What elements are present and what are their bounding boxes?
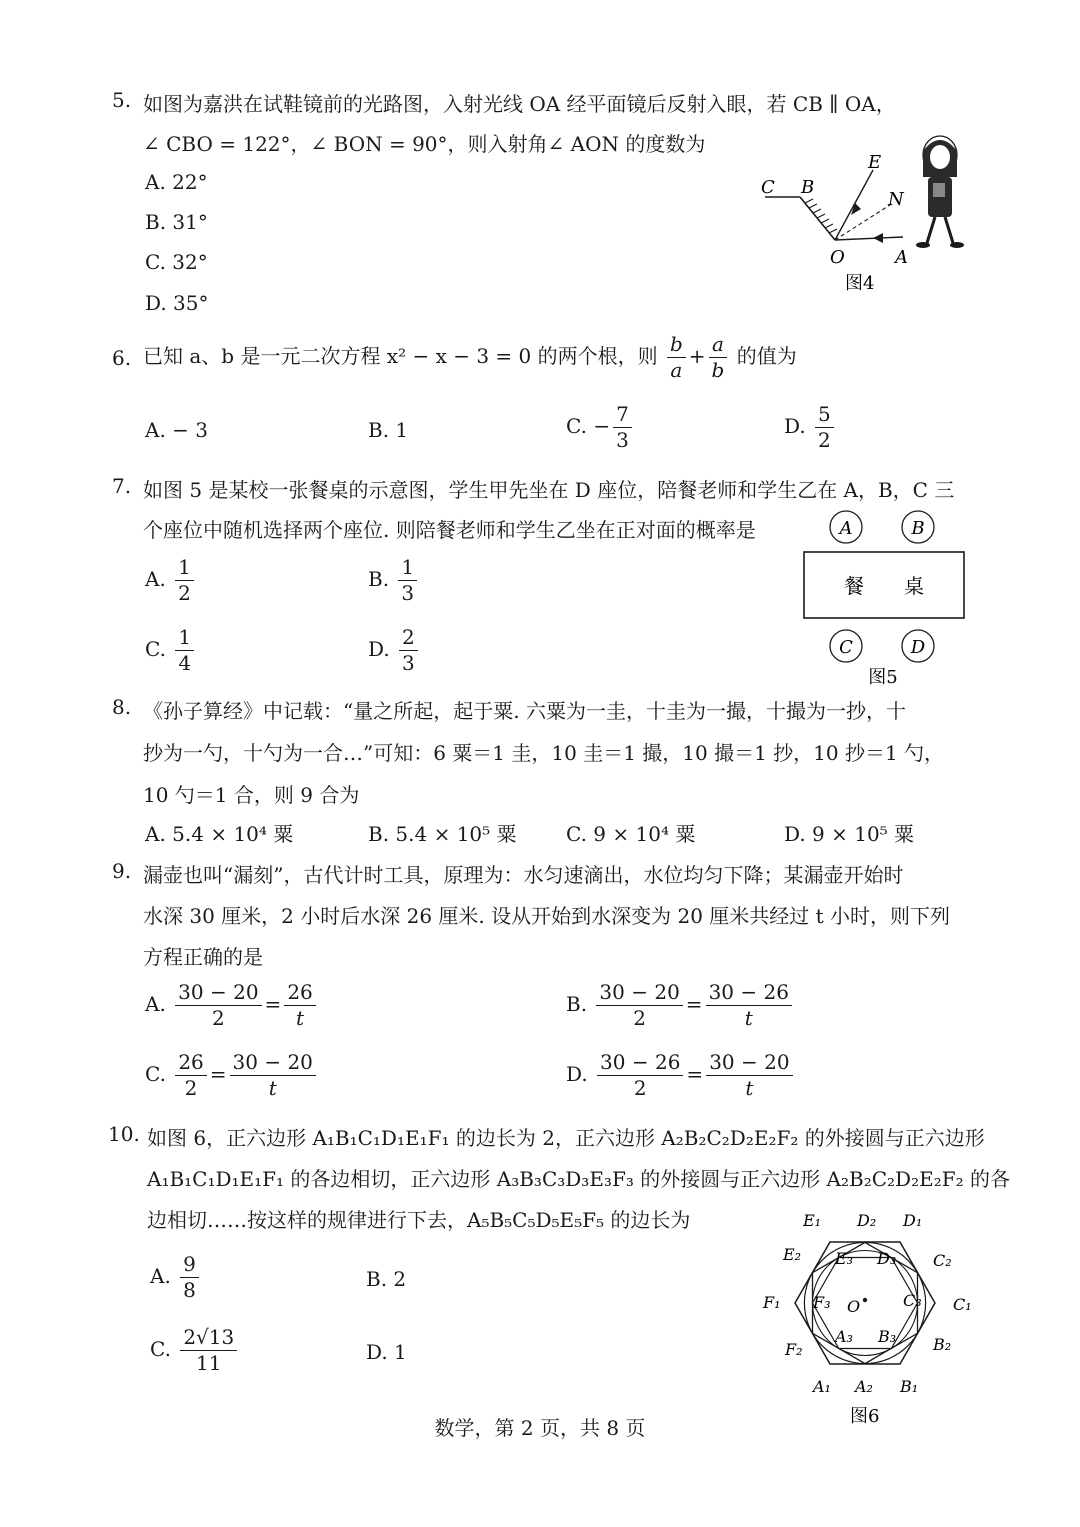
question-text-line: ∠ CBO = 122°，∠ BON = 90°，则入射角∠ AON 的度数为 (143, 132, 706, 156)
figure-caption: 图4 (845, 273, 875, 294)
fraction (398, 557, 417, 604)
question-text-pre: 已知 a、b 是一元二次方程 x² − x − 3 = 0 的两个根，则 (143, 344, 658, 368)
option-label: A. (150, 1264, 171, 1288)
fraction (175, 557, 194, 604)
question-text-post: 的值为 (736, 344, 797, 368)
question-text-line: 如图 6，正六边形 A₁B₁C₁D₁E₁F₁ 的边长为 2，正六边形 A₂B₂C₂D₂E₂F₂ 的外接圆与正六边形 (147, 1126, 985, 1150)
label-d3: D₃ (877, 1249, 897, 1268)
numerator: 26 (284, 982, 315, 1006)
label-e1: E₁ (803, 1211, 822, 1230)
seat-d-label: D (910, 637, 926, 658)
question-number: 7. (112, 474, 132, 498)
fraction (180, 1327, 237, 1374)
equals-sign: = (264, 992, 282, 1016)
question-text-line: 如图 5 是某校一张餐桌的示意图，学生甲先坐在 D 座位，陪餐老师和学生乙在 A，B，C 三 (143, 478, 955, 502)
label-c3: C₃ (903, 1291, 922, 1310)
figure-4-light-path (755, 125, 975, 305)
figure-caption: 图6 (850, 1406, 880, 1427)
label-o: O (847, 1297, 861, 1316)
plus-sign: + (688, 344, 706, 368)
fraction-left (175, 982, 261, 1029)
question-text-line: 抄为一勺，十勺为一合…”可知：6 粟＝1 圭，10 圭＝1 撮，10 撮＝1 抄，10 抄＝1 勺， (143, 741, 945, 765)
girl-illustration (916, 136, 964, 248)
option-b[interactable]: B. 1 (368, 418, 409, 442)
option-d[interactable] (784, 404, 837, 451)
center-point (863, 1298, 867, 1302)
numerator: 26 (175, 1052, 206, 1076)
label-a2: A₂ (855, 1377, 873, 1396)
question-number: 6. (112, 346, 132, 370)
label-n: N (888, 189, 904, 210)
fraction (175, 627, 194, 674)
option-b[interactable]: B. 5.4 × 10⁵ 粟 (368, 822, 517, 846)
denominator: 2 (818, 428, 831, 452)
figure-5-dining-table (795, 505, 975, 690)
option-c[interactable] (145, 1052, 319, 1099)
denominator: a (670, 358, 683, 382)
fraction-b-over-a (667, 334, 686, 381)
figure-caption: 图5 (868, 667, 898, 688)
option-label: C. (145, 1062, 166, 1086)
denominator: 2 (211, 1006, 225, 1030)
denominator: t (744, 1006, 753, 1030)
question-text-line: A₁B₁C₁D₁E₁F₁ 的各边相切，正六边形 A₃B₃C₃D₃E₃F₃ 的外接圆与正六边形 A₂B₂C₂D₂E₂F₂ 的各 (147, 1167, 1010, 1191)
fraction (613, 404, 632, 451)
page-footer: 数学，第 2 页，共 8 页 (434, 1416, 646, 1440)
label-b3: B₃ (878, 1327, 897, 1346)
fraction (815, 404, 834, 451)
figure-6-nested-hexagons (755, 1200, 980, 1435)
numerator: 30 − 26 (706, 982, 792, 1006)
fraction (399, 627, 418, 674)
option-b[interactable]: B. 2 (366, 1267, 407, 1291)
fraction-right (706, 1052, 792, 1099)
fraction-left (596, 982, 682, 1029)
fraction-right (284, 982, 315, 1029)
label-c2: C₂ (933, 1251, 952, 1270)
option-label: C. (150, 1337, 171, 1361)
fraction-left (597, 1052, 683, 1099)
label-f2: F₂ (785, 1340, 803, 1359)
denominator: 4 (178, 651, 192, 675)
label-f3: F₃ (813, 1293, 831, 1312)
option-a[interactable] (150, 1254, 202, 1301)
numerator: 30 − 20 (175, 982, 261, 1006)
numerator: 1 (175, 557, 194, 581)
option-d[interactable]: D. 35° (145, 291, 209, 315)
normal-on (835, 203, 893, 240)
option-c[interactable]: C. 32° (145, 250, 208, 274)
label-o: O (830, 247, 845, 268)
fraction (180, 1254, 199, 1301)
denominator: 2 (633, 1006, 646, 1030)
label-f1: F₁ (763, 1293, 781, 1312)
label-e3: E₃ (835, 1249, 854, 1268)
label-c1: C₁ (953, 1295, 972, 1314)
denominator: 2 (633, 1076, 647, 1100)
option-a[interactable] (145, 982, 319, 1029)
option-a[interactable] (145, 557, 197, 604)
question-text-line: 漏壶也叫“漏刻”，古代计时工具，原理为：水匀速滴出，水位均匀下降；某漏壶开始时 (143, 863, 904, 887)
option-c[interactable] (145, 627, 197, 674)
numerator: 1 (175, 627, 194, 651)
option-c[interactable] (566, 404, 635, 451)
option-label: C. (566, 414, 587, 438)
fraction-left (175, 1052, 206, 1099)
label-a3: A₃ (835, 1327, 853, 1346)
seat-b-label: B (911, 518, 925, 539)
option-a[interactable]: A. 22° (145, 170, 208, 194)
question-text-line: 10 勺＝1 合，则 9 合为 (143, 783, 360, 807)
label-b1: B₁ (900, 1377, 919, 1396)
option-d[interactable]: D. 9 × 10⁵ 粟 (784, 822, 915, 846)
label-a1: A₁ (813, 1377, 831, 1396)
option-d[interactable] (368, 627, 421, 674)
denominator: 3 (616, 428, 629, 452)
option-d[interactable]: D. 1 (366, 1340, 407, 1364)
denominator: b (711, 358, 725, 382)
option-b[interactable] (368, 557, 420, 604)
option-d[interactable] (566, 1052, 796, 1099)
fraction-a-over-b (709, 334, 728, 381)
question-number: 9. (112, 859, 132, 883)
option-label: B. (368, 567, 390, 591)
question-text-line: 方程正确的是 (143, 945, 263, 969)
option-a[interactable]: A. 5.4 × 10⁴ 粟 (145, 822, 294, 846)
question-text-line: 如图为嘉洪在试鞋镜前的光路图，入射光线 OA 经平面镜后反射入眼，若 CB ∥ OA， (143, 92, 896, 116)
fraction-right (706, 982, 792, 1029)
numerator: 9 (180, 1254, 199, 1278)
option-label: A. (145, 992, 166, 1016)
option-a[interactable]: A. − 3 (145, 418, 208, 442)
label-d1: D₁ (903, 1211, 923, 1230)
label-b2: B₂ (933, 1335, 952, 1354)
label-c: C (761, 177, 775, 198)
numerator: 2 (399, 627, 418, 651)
option-c[interactable]: C. 9 × 10⁴ 粟 (566, 822, 696, 846)
mirror-hatching (805, 199, 837, 233)
option-label: B. (566, 992, 588, 1016)
numerator: 30 − 26 (597, 1052, 683, 1076)
numerator: 7 (613, 404, 632, 428)
denominator: 3 (402, 651, 415, 675)
question-number: 5. (112, 88, 132, 112)
ray-oa-arrow (873, 233, 883, 243)
option-b[interactable]: B. 31° (145, 210, 208, 234)
label-a: A (895, 247, 908, 268)
question-number: 10. (108, 1122, 140, 1146)
option-label: C. (145, 637, 166, 661)
option-label: A. (145, 567, 166, 591)
denominator: 2 (184, 1076, 198, 1100)
denominator: 2 (178, 581, 191, 605)
denominator: t (296, 1006, 305, 1030)
numerator: 1 (398, 557, 417, 581)
denominator: t (268, 1076, 277, 1100)
label-e: E (868, 152, 882, 173)
table-label: 餐 桌 (844, 574, 924, 598)
option-label: D. (368, 637, 390, 661)
denominator: 8 (183, 1278, 196, 1302)
numerator: 30 − 20 (230, 1052, 316, 1076)
numerator: b (667, 334, 686, 358)
question-text (143, 334, 797, 381)
label-d2: D₂ (857, 1211, 877, 1230)
ray-oe (835, 170, 873, 240)
question-text-line: 边相切……按这样的规律进行下去，A₅B₅C₅D₅E₅F₅ 的边长为 (147, 1208, 691, 1232)
denominator: 3 (401, 581, 415, 605)
equals-sign: = (209, 1062, 227, 1086)
denominator: 11 (196, 1351, 222, 1375)
seat-a-label: A (839, 518, 853, 539)
denominator: t (745, 1076, 754, 1100)
question-text-line: 《孙子算经》中记载：“量之所起，起于粟. 六粟为一圭，十圭为一撮，十撮为一抄，十 (143, 699, 906, 723)
seat-c-label: C (839, 637, 853, 658)
option-c[interactable] (150, 1327, 240, 1374)
fraction-right (230, 1052, 316, 1099)
ray-oa (835, 237, 903, 240)
option-label: D. (566, 1062, 588, 1086)
numerator: 30 − 20 (706, 1052, 792, 1076)
numerator: 2√13 (180, 1327, 237, 1351)
question-text-line: 个座位中随机选择两个座位. 则陪餐老师和学生乙坐在正对面的概率是 (143, 518, 756, 542)
numerator: 30 − 20 (596, 982, 682, 1006)
equals-sign: = (685, 992, 703, 1016)
option-label: D. (784, 414, 806, 438)
equals-sign: = (686, 1062, 704, 1086)
numerator: 5 (815, 404, 834, 428)
option-b[interactable] (566, 982, 795, 1029)
question-text-line: 水深 30 厘米，2 小时后水深 26 厘米. 设从开始到水深变为 20 厘米共经过 t 小时，则下列 (143, 904, 951, 928)
question-number: 8. (112, 695, 132, 719)
minus-sign: − (593, 414, 611, 438)
label-e2: E₂ (783, 1245, 802, 1264)
numerator: a (709, 334, 728, 358)
label-b: B (801, 177, 815, 198)
